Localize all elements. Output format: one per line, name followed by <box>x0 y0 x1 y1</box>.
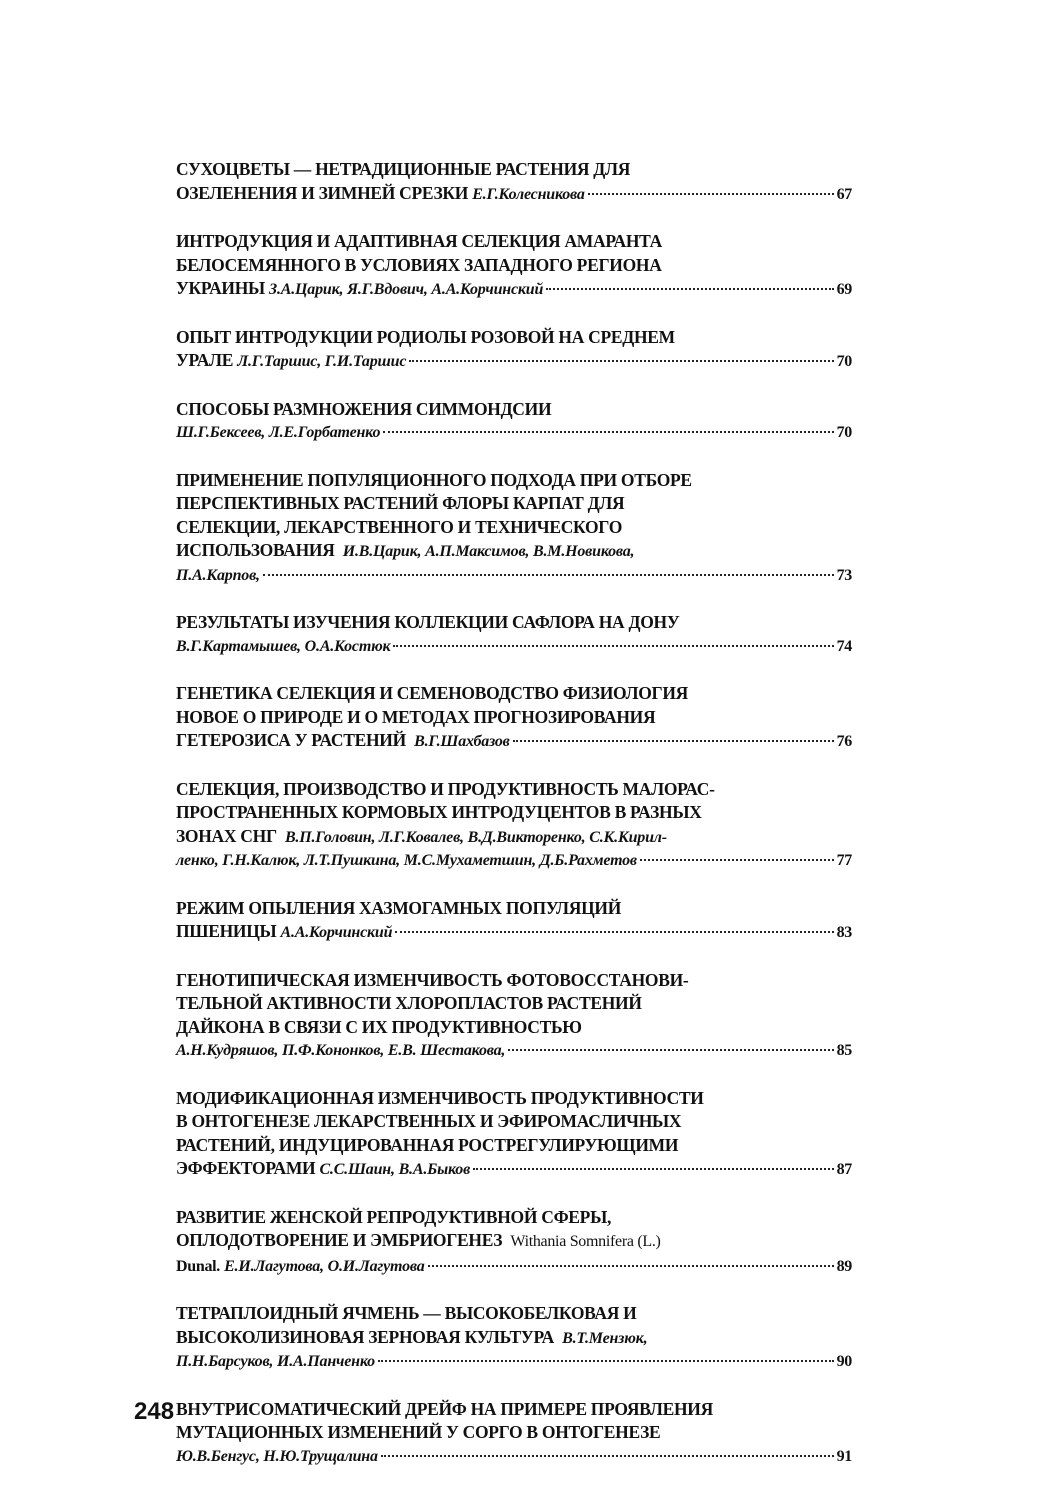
entry-last-line <box>176 182 852 207</box>
entry-page-number: 74 <box>836 637 852 655</box>
entry-last-line <box>176 920 852 945</box>
title-line: ПЕРСПЕКТИВНЫХ РАСТЕНИЙ ФЛОРЫ КАРПАТ ДЛЯ <box>176 493 625 513</box>
title-line: ПШЕНИЦЫ <box>176 921 277 941</box>
title-line: РАСТЕНИЙ, ИНДУЦИРОВАННАЯ РОСТРЕГУЛИРУЮЩИМИ <box>176 1134 679 1155</box>
title-line: СУХОЦВЕТЫ — НЕТРАДИЦИОННЫЕ РАСТЕНИЯ ДЛЯ <box>176 159 631 179</box>
entry-title <box>176 326 852 374</box>
entry-last-line <box>176 1350 852 1374</box>
entry-last-line <box>176 421 852 445</box>
entry-authors: Е.И.Лагутова, О.И.Лагутова <box>224 1257 425 1275</box>
entry-authors: Ю.В.Бенгус, Н.Ю.Трущалина <box>176 1447 378 1465</box>
species-author: Dunal. <box>176 1257 220 1275</box>
entry-title <box>176 1398 852 1469</box>
dot-leader <box>428 1265 834 1267</box>
entry-page-number: 76 <box>836 733 852 750</box>
title-line: ОПЫТ ИНТРОДУКЦИИ РОДИОЛЫ РОЗОВОЙ НА СРЕДНЕМ <box>176 326 675 347</box>
entry-page-number: 85 <box>836 1042 852 1059</box>
toc-entry <box>176 158 852 206</box>
dot-leader <box>513 740 834 742</box>
title-line: РЕЖИМ ОПЫЛЕНИЯ ХАЗМОГАМНЫХ ПОПУЛЯЦИЙ <box>176 897 622 918</box>
entry-last-line <box>176 349 852 374</box>
title-line-with-species <box>176 1229 852 1254</box>
entry-authors: С.С.Шаин, В.А.Быков <box>319 1161 471 1178</box>
title-line: ГЕНОТИПИЧЕСКАЯ ИЗМЕНЧИВОСТЬ ФОТОВОССТАНОВИ- <box>176 969 689 990</box>
title-line: ДАЙКОНА В СВЯЗИ С ИХ ПРОДУКТИВНОСТЬЮ <box>176 1016 582 1037</box>
entry-authors: П.Н.Барсуков, И.А.Панченко <box>176 1353 375 1370</box>
entry-last-line <box>176 1039 852 1063</box>
toc-entry <box>176 398 852 445</box>
title-line: ВНУТРИСОМАТИЧЕСКИЙ ДРЕЙФ НА ПРИМЕРЕ ПРОЯВЛЕНИЯ <box>176 1398 713 1419</box>
entry-title <box>176 398 852 445</box>
title-line: СЕЛЕКЦИЯ, ПРОИЗВОДСТВО И ПРОДУКТИВНОСТЬ МАЛОРАС- <box>176 778 715 799</box>
title-line: ПРОСТРАНЕННЫХ КОРМОВЫХ ИНТРОДУЦЕНТОВ В РАЗНЫХ <box>176 802 702 822</box>
title-line: ЗОНАХ СНГ <box>176 825 277 846</box>
entry-authors: З.А.Царик, Я.Г.Вдович, А.А.Корчинский <box>269 281 544 298</box>
entry-authors: И.В.Царик, А.П.Максимов, В.М.Новикова, <box>342 543 635 560</box>
entry-page-number: 73 <box>836 566 852 584</box>
entry-authors: В.Т.Мензюк, <box>562 1329 648 1347</box>
dot-leader <box>508 1049 833 1051</box>
title-line: НОВОЕ О ПРИРОДЕ И О МЕТОДАХ ПРОГНОЗИРОВАНИЯ <box>176 706 656 727</box>
title-line: УКРАИНЫ <box>176 278 265 298</box>
dot-leader <box>546 288 833 290</box>
entry-title <box>176 1087 852 1182</box>
dot-leader <box>395 931 833 933</box>
title-line-with-authors <box>176 1326 852 1351</box>
toc-entry <box>176 1206 852 1279</box>
title-line: БЕЛОСЕМЯННОГО В УСЛОВИЯХ ЗАПАДНОГО РЕГИОНА <box>176 254 662 275</box>
entry-authors: П.А.Карпов, <box>176 566 260 584</box>
title-line: ИСПОЛЬЗОВАНИЯ <box>176 540 335 560</box>
title-line: ТЕТРАПЛОИДНЫЙ ЯЧМЕНЬ — ВЫСОКОБЕЛКОВАЯ И <box>176 1303 637 1323</box>
toc-entry <box>176 469 852 588</box>
entry-authors: Е.Г.Колесникова <box>472 185 585 203</box>
toc-entry <box>176 1398 852 1469</box>
entry-title <box>176 897 852 945</box>
toc-entry <box>176 1302 852 1374</box>
toc-entry <box>176 611 852 658</box>
entry-title <box>176 230 852 302</box>
entry-authors: ленко, Г.Н.Калюк, Л.Т.Пушкина, М.С.Мухаметшин, Д.Б.Рахметов <box>176 852 637 869</box>
entry-last-line <box>176 849 852 873</box>
entry-page-number: 70 <box>836 424 852 441</box>
toc-entry <box>176 1087 852 1182</box>
dot-leader <box>409 360 833 362</box>
entry-authors: В.П.Головин, Л.Г.Ковалев, В.Д.Викторенко, С.К.Кирил- <box>284 828 667 846</box>
entry-title <box>176 469 852 588</box>
entry-authors: Л.Г.Таршис, Г.И.Таршис <box>237 353 407 370</box>
entry-authors: Ш.Г.Бексеев, Л.Е.Горбатенко <box>176 424 381 441</box>
title-line: ЭФФЕКТОРАМИ <box>176 1158 316 1178</box>
dot-leader <box>473 1168 834 1170</box>
entry-last-line <box>176 564 852 588</box>
entry-title <box>176 1206 852 1279</box>
entry-title <box>176 778 852 873</box>
toc-entry <box>176 778 852 873</box>
dot-leader <box>393 645 833 647</box>
entry-page-number: 69 <box>836 281 852 298</box>
table-of-contents <box>176 158 852 1492</box>
entry-page-number: 87 <box>836 1161 852 1178</box>
entry-last-line <box>176 1445 852 1469</box>
toc-entry <box>176 326 852 374</box>
entry-last-line <box>176 635 852 659</box>
title-line: ТЕЛЬНОЙ АКТИВНОСТИ ХЛОРОПЛАСТОВ РАСТЕНИЙ <box>176 993 642 1013</box>
dot-leader <box>263 574 834 576</box>
toc-entry <box>176 682 852 754</box>
entry-authors: В.Г.Картамышев, О.А.Костюк <box>176 637 391 655</box>
title-line: ВЫСОКОЛИЗИНОВАЯ ЗЕРНОВАЯ КУЛЬТУРА <box>176 1326 554 1347</box>
entry-page-number: 90 <box>836 1353 852 1370</box>
entry-page-number: 70 <box>836 353 852 370</box>
entry-page-number: 89 <box>836 1257 852 1275</box>
dot-leader <box>381 1455 834 1457</box>
entry-page-number: 67 <box>836 185 852 203</box>
title-line: ОЗЕЛЕНЕНИЯ И ЗИМНЕЙ СРЕЗКИ <box>176 182 469 203</box>
species-name: Withania Somnifera (L.) <box>510 1233 661 1250</box>
toc-entry <box>176 969 852 1063</box>
entry-last-line <box>176 1254 852 1279</box>
dot-leader <box>383 431 833 433</box>
entry-authors: А.А.Корчинский <box>280 924 393 941</box>
entry-last-line <box>176 729 852 754</box>
dot-leader <box>640 859 834 861</box>
entry-page-number: 83 <box>836 924 852 941</box>
entry-title <box>176 611 852 658</box>
title-line: В ОНТОГЕНЕЗЕ ЛЕКАРСТВЕННЫХ И ЭФИРОМАСЛИЧНЫХ <box>176 1111 682 1131</box>
toc-entry <box>176 897 852 945</box>
title-line: МУТАЦИОННЫХ ИЗМЕНЕНИЙ У СОРГО В ОНТОГЕНЕЗЕ <box>176 1422 661 1442</box>
title-line: МОДИФИКАЦИОННАЯ ИЗМЕНЧИВОСТЬ ПРОДУКТИВНОСТИ <box>176 1087 704 1108</box>
entry-title <box>176 1302 852 1374</box>
title-line: ОПЛОДОТВОРЕНИЕ И ЭМБРИОГЕНЕЗ <box>176 1230 503 1250</box>
title-line: ИНТРОДУКЦИЯ И АДАПТИВНАЯ СЕЛЕКЦИЯ АМАРАНТА <box>176 231 662 251</box>
entry-page-number: 77 <box>836 852 852 869</box>
entry-authors: В.Г.Шахбазов <box>414 733 510 750</box>
entry-last-line <box>176 1157 852 1182</box>
title-line: ГЕТЕРОЗИСА У РАСТЕНИЙ <box>176 730 406 750</box>
title-line: РЕЗУЛЬТАТЫ ИЗУЧЕНИЯ КОЛЛЕКЦИИ САФЛОРА НА ДОНУ <box>176 612 680 632</box>
entry-last-line <box>176 277 852 302</box>
title-line-with-authors <box>176 825 852 850</box>
page-number: 248 <box>134 1398 175 1425</box>
entry-title <box>176 158 852 206</box>
dot-leader <box>588 193 834 195</box>
title-line-with-authors <box>176 539 852 564</box>
title-line: ГЕНЕТИКА СЕЛЕКЦИЯ И СЕМЕНОВОДСТВО ФИЗИОЛОГИЯ <box>176 683 688 703</box>
title-line: СЕЛЕКЦИИ, ЛЕКАРСТВЕННОГО И ТЕХНИЧЕСКОГО <box>176 516 623 537</box>
title-line: СПОСОБЫ РАЗМНОЖЕНИЯ СИММОНДСИИ <box>176 398 552 419</box>
toc-entry <box>176 230 852 302</box>
dot-leader <box>378 1360 834 1362</box>
entry-title <box>176 682 852 754</box>
entry-authors: А.Н.Кудряшов, П.Ф.Кононков, Е.В. Шестакова, <box>176 1042 506 1059</box>
title-line: ПРИМЕНЕНИЕ ПОПУЛЯЦИОННОГО ПОДХОДА ПРИ ОТБОРЕ <box>176 469 692 490</box>
title-line: УРАЛЕ <box>176 350 234 370</box>
entry-page-number: 91 <box>836 1447 852 1465</box>
title-line: РАЗВИТИЕ ЖЕНСКОЙ РЕПРОДУКТИВНОЙ СФЕРЫ, <box>176 1206 612 1227</box>
entry-title <box>176 969 852 1063</box>
